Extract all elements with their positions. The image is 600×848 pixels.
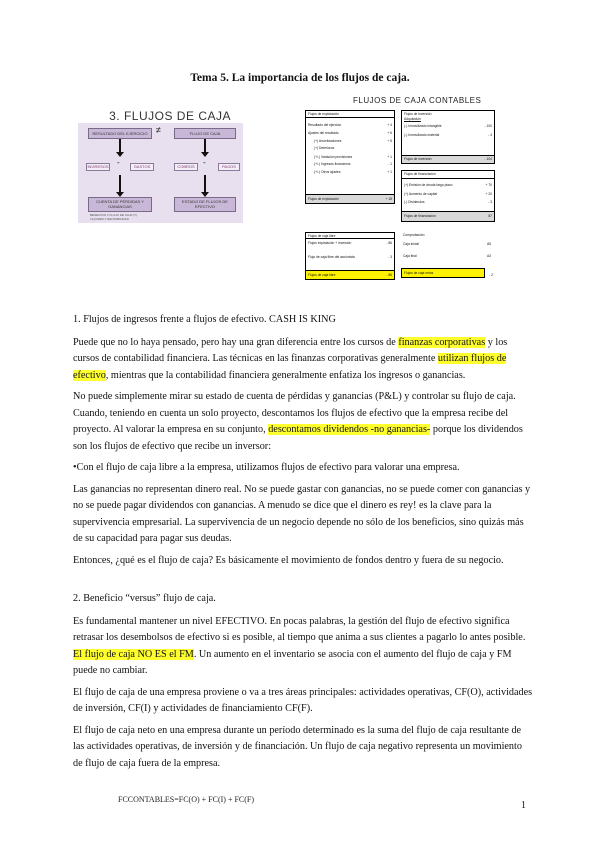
table-total: Flujos de caja libre - 86 xyxy=(305,270,395,280)
table-row: Flujo de caja libre del accionista - 3 xyxy=(308,255,392,259)
paragraph: El flujo de caja de una empresa proviene o va a tres áreas principales: actividades operativas, CF(O), actividades de inversión, CF(I) y actividades de financiamiento CF(F). xyxy=(73,686,533,714)
diagram-footnote: BENEFICIO ≠ FLUJO DE CAJA (T) xyxy=(90,213,137,217)
table-row: Resultado del ejercicio + 4 xyxy=(308,123,392,127)
table-header: Flujos de explotación xyxy=(308,112,339,116)
table-header: Flujos de inversión xyxy=(404,112,432,116)
minus-sign: - xyxy=(117,158,120,167)
down-arrow-icon xyxy=(204,175,206,193)
comprobacion-table xyxy=(401,232,493,278)
table-subheader: Adquisición xyxy=(404,117,421,121)
table-row: Flujos explotación + inversión - 86 xyxy=(308,241,392,245)
table-row: (-) Dividendos - 3 xyxy=(404,200,492,204)
financiacion-table xyxy=(401,170,495,222)
table-row: (+/-) Ingresos financieros - 1 xyxy=(314,162,392,166)
table-row: Caja inicial A5 xyxy=(403,242,491,246)
paragraph: Es fundamental mantener un nivel EFECTIVO. En pocas palabras, la gestión del flujo de efectivo significa retrasar los desembolsos de efectivo si es posible, al tiempo que anima a sus clientes a pagarlo lo antes posible. El flujo de caja NO ES el FM. Un aumento en el inventario se asocia con el aumento del flujo de caja y FM puede no cambiar. xyxy=(73,615,526,676)
diagram-footnote: LIQUIDEZ ≠ RENTABILIDAD xyxy=(90,217,129,221)
pagos-box: PAGOS xyxy=(218,163,240,171)
diagram-heading: 3. FLUJOS DE CAJA xyxy=(109,109,231,123)
paragraph: Puede que no lo haya pensado, pero hay una gran diferencia entre los cursos de finanzas corporativas y los cursos de contabilidad financiera. Las técnicas en las finanzas corporativas generalmente utilizan flujos de efectivo, mientras que la contabilidad financiera generalmente enfatiza los ingresos o ganancias. xyxy=(73,336,508,381)
document-body xyxy=(73,312,533,777)
table-header: Flujos de financiación xyxy=(404,172,436,176)
paragraph: •Con el flujo de caja libre a la empresa, utilizamos flujos de efectivo para valorar una empresa. xyxy=(73,462,460,473)
section-heading: 1. Flujos de ingresos frente a flujos de efectivo. CASH IS KING xyxy=(73,314,336,325)
paragraph: No puede simplemente mirar su estado de cuenta de pérdidas y ganancias (P&L) y controlar su flujo de caja. Cuando, teniendo en cuenta un solo proyecto, descontamos los flujos de efectivo que la empresa recibe del proyecto. Al valorar la empresa en su conjunto, descontamos dividendos -no ganancias- porque los dividendos son los flujos de efectivo que recibe un inversor: xyxy=(73,391,523,452)
highlighted-text: utilizan flujos de efectivo xyxy=(73,353,507,381)
highlighted-text: El flujo de caja NO ES el FM xyxy=(73,648,194,660)
table-row: (+/-) Variación provisiones + 1 xyxy=(314,155,392,159)
table-total: Flujos de inversión - 104 xyxy=(404,157,492,161)
table-row: (+) Aumento de capital + 20 xyxy=(404,192,492,196)
page-number: 1 xyxy=(521,800,526,811)
table-row: (+/-) Otros ajustes + 1 xyxy=(314,170,392,174)
table-row: Caja final A3 xyxy=(403,254,491,258)
not-equal-sign: ≠ xyxy=(156,125,161,135)
explotacion-table xyxy=(305,110,395,204)
down-arrow-icon xyxy=(204,139,206,153)
cash-flow-formula: FCCONTABLES=FC(O) + FC(I) + FC(F) xyxy=(118,795,255,804)
paragraph: Entonces, ¿qué es el flujo de caja? Es básicamente el movimiento de fondos dentro y fuera de su negocio. xyxy=(73,554,504,566)
page-title: Tema 5. La importancia de los flujos de caja. xyxy=(190,72,410,84)
section-heading: 2. Beneficio “versus” flujo de caja. xyxy=(73,593,216,604)
paragraph: El flujo de caja neto en una empresa durante un período determinado es la suma del flujo de caja resultante de las actividades operativas, de inversión y de financiación. Un flujo de caja negativo representa un movimiento de flujo de caja fuera de la empresa. xyxy=(73,724,522,769)
highlighted-text: descontamos dividendos -no ganancias- xyxy=(268,424,431,435)
table-row: Ajustes del resultado + 6 xyxy=(308,131,392,135)
gastos-box: GASTOS xyxy=(130,163,154,171)
table-total: Flujos de financiación 87 xyxy=(402,211,494,221)
flujos-de-caja-diagram xyxy=(78,110,243,222)
table-row: (-) Inmovilizado intangible - 100 xyxy=(404,124,492,128)
paragraph: Las ganancias no representan dinero real. No se puede gastar con ganancias, no se puede comer con ganancias y no se puede pagar dividendos con ganancias. A menudo se dice que el dinero es rey! es la clave para la supervivencia empresarial. La supervivencia de un negocio depende no sólo de los beneficios, sino quizás más de su capacidad para pagar sus deudas. xyxy=(73,483,531,544)
estado-flujos-box: ESTADO DE FLUJOS DE EFECTIVO xyxy=(174,197,236,212)
flujos-contables-table-figure xyxy=(305,96,497,286)
down-arrow-icon xyxy=(119,175,121,193)
flujo-caja-libre-table xyxy=(305,232,395,280)
table-row: (+) Deterioros xyxy=(314,146,335,150)
table-header: Comprobación xyxy=(403,233,425,237)
table-total: Flujos de caja netos xyxy=(401,268,485,278)
resultado-ejercicio-box: RESULTADO DEL EJERCICIO xyxy=(88,128,152,139)
table-total-value: - 2 xyxy=(489,273,493,277)
cobros-box: COBROS xyxy=(174,163,198,171)
ingresos-box: INGRESOS xyxy=(87,164,109,169)
cuenta-pyg-box: CUENTA DE PÉRDIDAS Y GANANCIAS xyxy=(88,197,152,212)
table-header: Flujos de caja libre xyxy=(308,234,336,238)
diagram-panel xyxy=(78,123,243,223)
inversion-table xyxy=(401,110,495,164)
table-total: Flujos de explotación + 18 xyxy=(306,194,394,203)
highlighted-text: finanzas corporativas xyxy=(398,336,486,348)
table-row: (-) Inmovilizado material - 4 xyxy=(404,133,492,137)
minus-sign: - xyxy=(203,158,206,167)
flujo-de-caja-box: FLUJO DE CAJA xyxy=(174,128,236,139)
down-arrow-icon xyxy=(119,139,121,153)
figure-title: FLUJOS DE CAJA CONTABLES xyxy=(353,96,482,105)
table-row: (+) Emisión de deuda largo plazo + 70 xyxy=(404,183,492,187)
table-row: (+) Amortizaciones + 5 xyxy=(314,139,392,143)
